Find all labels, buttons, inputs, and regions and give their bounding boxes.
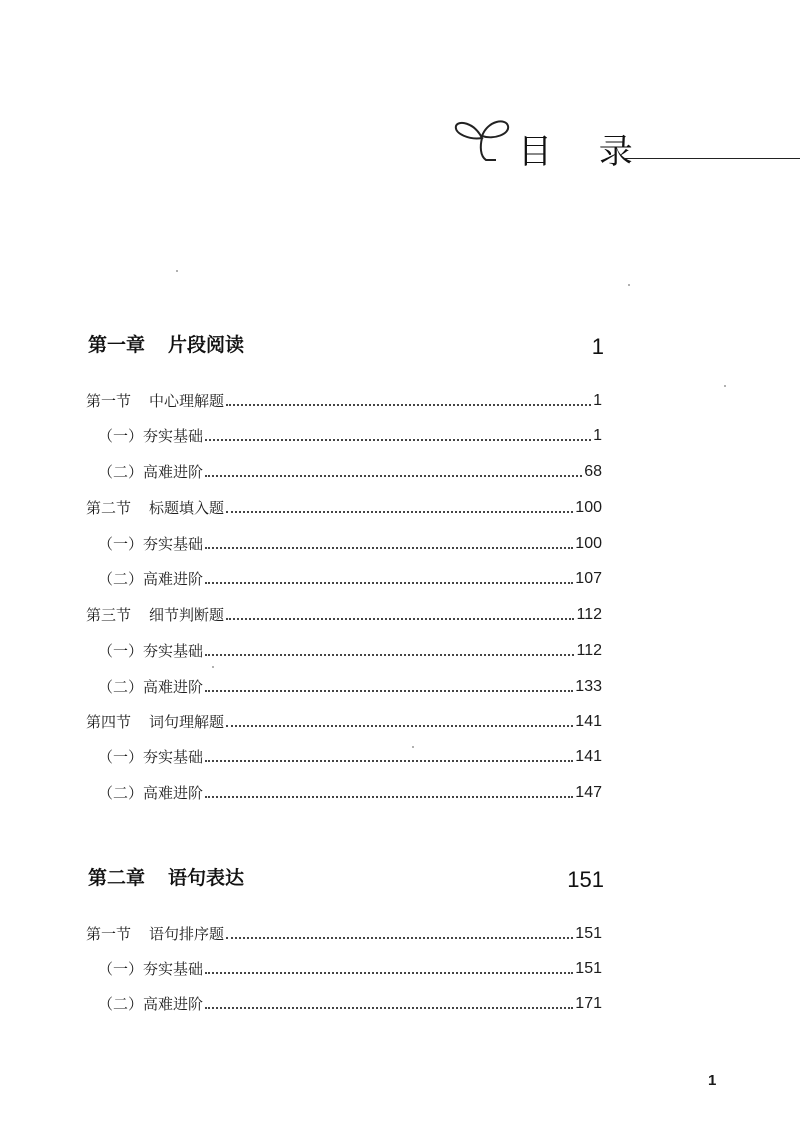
- subsection-page: 1: [593, 427, 602, 444]
- subsection-title: （一）夯实基础: [98, 642, 204, 660]
- section-entry[interactable]: [86, 389, 602, 411]
- subsection-title: （二）高难进阶: [98, 678, 204, 696]
- subsection-entry[interactable]: [98, 745, 602, 767]
- page-number: 1: [708, 1072, 717, 1089]
- chapter-heading[interactable]: [84, 330, 604, 360]
- scan-speck: [628, 284, 630, 286]
- section-number: 第一节: [86, 392, 132, 410]
- subsection-entry[interactable]: [98, 639, 602, 661]
- dot-leader: [205, 547, 573, 549]
- dot-leader: [205, 760, 573, 762]
- section-title: 中心理解题: [149, 392, 225, 410]
- chapter-title: 语句表达: [168, 867, 245, 889]
- dot-leader: [226, 511, 573, 513]
- subsection-title: （二）高难进阶: [98, 570, 204, 588]
- subsection-title: （一）夯实基础: [98, 535, 204, 553]
- dot-leader: [205, 654, 574, 656]
- chapter-number: 第二章: [88, 867, 146, 889]
- subsection-title: （一）夯实基础: [98, 748, 204, 766]
- subsection-title: （一）夯实基础: [98, 427, 204, 445]
- subsection-entry[interactable]: [98, 957, 602, 979]
- dot-leader: [205, 690, 573, 692]
- chapter-number: 第一章: [88, 334, 146, 356]
- chapter-title: 片段阅读: [168, 334, 245, 356]
- section-title: 词句理解题: [149, 713, 225, 731]
- scan-speck: [176, 270, 178, 272]
- subsection-entry[interactable]: [98, 424, 602, 446]
- dot-leader: [226, 725, 573, 727]
- subsection-page: 68: [584, 463, 602, 480]
- section-number: 第三节: [86, 606, 132, 624]
- subsection-entry[interactable]: [98, 532, 602, 554]
- section-number: 第一节: [86, 925, 132, 943]
- dot-leader: [205, 475, 582, 477]
- section-entry[interactable]: [86, 922, 602, 944]
- subsection-title: （一）夯实基础: [98, 960, 204, 978]
- subsection-entry[interactable]: [98, 992, 602, 1014]
- subsection-page: 100: [575, 535, 602, 552]
- page-title: 目 录: [518, 132, 651, 172]
- section-page: 100: [575, 499, 602, 516]
- dot-leader: [205, 796, 573, 798]
- chapter-page: 1: [591, 334, 604, 359]
- subsection-entry[interactable]: [98, 460, 602, 482]
- scan-speck: [724, 385, 726, 387]
- dot-leader: [205, 1007, 573, 1009]
- section-title: 标题填入题: [149, 499, 225, 517]
- section-title: 语句排序题: [149, 925, 225, 943]
- dot-leader: [205, 582, 573, 584]
- subsection-page: 151: [575, 960, 602, 977]
- subsection-page: 112: [576, 642, 602, 659]
- chapter-page: 151: [567, 867, 604, 892]
- sprout-icon: [452, 112, 514, 172]
- section-title: 细节判断题: [149, 606, 225, 624]
- chapter-heading[interactable]: [84, 863, 604, 893]
- subsection-title: （二）高难进阶: [98, 463, 204, 481]
- section-entry[interactable]: [86, 710, 602, 732]
- dot-leader: [205, 972, 573, 974]
- subsection-page: 141: [575, 748, 602, 765]
- subsection-title: （二）高难进阶: [98, 995, 204, 1013]
- section-number: 第四节: [86, 713, 132, 731]
- section-number: 第二节: [86, 499, 132, 517]
- title-rule: [624, 158, 800, 159]
- subsection-entry[interactable]: [98, 567, 602, 589]
- toc-header: [452, 112, 800, 172]
- subsection-page: 147: [575, 784, 602, 801]
- subsection-page: 107: [575, 570, 602, 587]
- section-entry[interactable]: [86, 496, 602, 518]
- section-entry[interactable]: [86, 603, 602, 625]
- subsection-title: （二）高难进阶: [98, 784, 204, 802]
- section-page: 151: [575, 925, 602, 942]
- dot-leader: [226, 937, 573, 939]
- section-page: 141: [575, 713, 602, 730]
- subsection-entry[interactable]: [98, 675, 602, 697]
- subsection-page: 171: [575, 995, 602, 1012]
- scan-speck: [412, 746, 414, 748]
- subsection-entry[interactable]: [98, 781, 602, 803]
- section-page: 112: [576, 606, 602, 623]
- dot-leader: [226, 404, 591, 406]
- subsection-page: 133: [575, 678, 602, 695]
- dot-leader: [205, 439, 591, 441]
- scan-speck: [212, 666, 214, 668]
- dot-leader: [226, 618, 574, 620]
- section-page: 1: [593, 392, 602, 409]
